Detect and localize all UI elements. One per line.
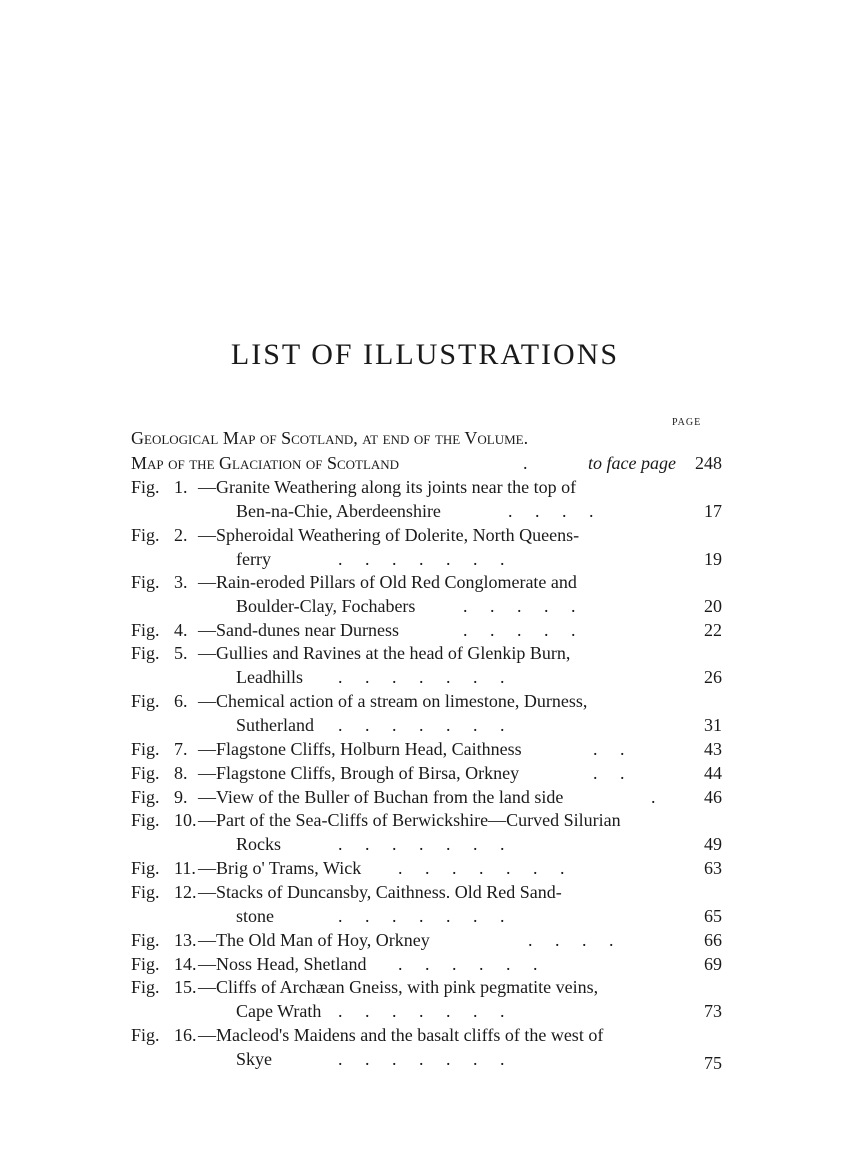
fig-2-leader: . . . . . . . bbox=[338, 549, 505, 569]
fig-7-page: 43 bbox=[704, 739, 722, 759]
fig-16-caption-cont: Skye bbox=[236, 1049, 272, 1069]
fig-3-leader: . . . . . bbox=[463, 596, 576, 616]
fig-16-caption: —Macleod's Maidens and the basalt cliffs of the west of bbox=[198, 1025, 604, 1045]
fig-6-number: 6. bbox=[174, 691, 188, 711]
fig-12-page: 65 bbox=[704, 906, 722, 926]
fig-8-caption: —Flagstone Cliffs, Brough of Birsa, Orkney bbox=[198, 763, 520, 783]
fig-3-label: Fig. bbox=[131, 572, 160, 592]
map-entry-glaciation-dot: . bbox=[523, 453, 528, 473]
fig-6-caption: —Chemical action of a stream on limestone, Durness, bbox=[198, 691, 588, 711]
fig-3-number: 3. bbox=[174, 572, 188, 592]
fig-15-label: Fig. bbox=[131, 977, 160, 997]
fig-7-number: 7. bbox=[174, 739, 188, 759]
fig-2-page: 19 bbox=[704, 549, 722, 569]
fig-15-caption: —Cliffs of Archæan Gneiss, with pink pegmatite veins, bbox=[198, 977, 599, 997]
fig-7-leader: . . bbox=[593, 739, 625, 759]
fig-1-leader: . . . . bbox=[508, 501, 594, 521]
fig-16-label: Fig. bbox=[131, 1025, 160, 1045]
fig-14-leader: . . . . . . bbox=[398, 954, 538, 974]
fig-14-number: 14. bbox=[174, 954, 197, 974]
fig-6-label: Fig. bbox=[131, 691, 160, 711]
fig-3-page: 20 bbox=[704, 596, 722, 616]
fig-1-caption: —Granite Weathering along its joints near the top of bbox=[198, 477, 577, 497]
fig-2-number: 2. bbox=[174, 525, 188, 545]
fig-12-caption: —Stacks of Duncansby, Caithness. Old Red Sand- bbox=[198, 882, 562, 902]
fig-12-label: Fig. bbox=[131, 882, 160, 902]
page-title: LIST OF ILLUSTRATIONS bbox=[230, 338, 620, 371]
fig-3-caption: —Rain-eroded Pillars of Old Red Conglomerate and bbox=[198, 572, 577, 592]
fig-15-page: 73 bbox=[704, 1001, 722, 1021]
page-column-label: PAGE bbox=[672, 417, 702, 428]
fig-2-caption-cont: ferry bbox=[236, 549, 271, 569]
fig-11-number: 11. bbox=[174, 858, 196, 878]
fig-15-number: 15. bbox=[174, 977, 197, 997]
fig-9-page: 46 bbox=[704, 787, 722, 807]
fig-6-page: 31 bbox=[704, 715, 722, 735]
fig-1-caption-cont: Ben-na-Chie, Aberdeenshire bbox=[236, 501, 441, 521]
fig-13-label: Fig. bbox=[131, 930, 160, 950]
fig-16-number: 16. bbox=[174, 1025, 197, 1045]
fig-1-page: 17 bbox=[704, 501, 722, 521]
fig-4-number: 4. bbox=[174, 620, 188, 640]
fig-2-caption: —Spheroidal Weathering of Dolerite, North Queens- bbox=[198, 525, 580, 545]
fig-11-caption: —Brig o' Trams, Wick bbox=[198, 858, 362, 878]
fig-13-caption: —The Old Man of Hoy, Orkney bbox=[198, 930, 430, 950]
fig-10-caption-cont: Rocks bbox=[236, 834, 281, 854]
fig-15-caption-cont: Cape Wrath bbox=[236, 1001, 322, 1021]
fig-4-page: 22 bbox=[704, 620, 722, 640]
fig-14-caption: —Noss Head, Shetland bbox=[198, 954, 367, 974]
fig-7-caption: —Flagstone Cliffs, Holburn Head, Caithness bbox=[198, 739, 522, 759]
fig-10-caption: —Part of the Sea-Cliffs of Berwickshire—Curved Silurian bbox=[198, 810, 621, 830]
fig-9-number: 9. bbox=[174, 787, 188, 807]
fig-8-leader: . . bbox=[593, 763, 625, 783]
fig-5-caption: —Gullies and Ravines at the head of Glenkip Burn, bbox=[198, 643, 571, 663]
fig-5-label: Fig. bbox=[131, 643, 160, 663]
map-entry-glaciation: Map of the Glaciation of Scotland bbox=[131, 453, 400, 473]
fig-12-leader: . . . . . . . bbox=[338, 906, 505, 926]
fig-8-page: 44 bbox=[704, 763, 722, 783]
fig-10-leader: . . . . . . . bbox=[338, 834, 505, 854]
fig-12-number: 12. bbox=[174, 882, 197, 902]
fig-10-page: 49 bbox=[704, 834, 722, 854]
map-entry-geological: Geological Map of Scotland, at end of the Volume. bbox=[131, 428, 529, 448]
fig-14-label: Fig. bbox=[131, 954, 160, 974]
fig-8-label: Fig. bbox=[131, 763, 160, 783]
fig-11-page: 63 bbox=[704, 858, 722, 878]
fig-10-label: Fig. bbox=[131, 810, 160, 830]
map-entry-glaciation-prefix: to face page bbox=[588, 453, 676, 473]
fig-5-leader: . . . . . . . bbox=[338, 667, 505, 687]
fig-10-number: 10. bbox=[174, 810, 197, 830]
fig-4-leader: . . . . . bbox=[463, 620, 576, 640]
fig-6-leader: . . . . . . . bbox=[338, 715, 505, 735]
fig-13-leader: . . . . bbox=[528, 930, 614, 950]
fig-1-label: Fig. bbox=[131, 477, 160, 497]
fig-4-caption: —Sand-dunes near Durness bbox=[198, 620, 399, 640]
fig-13-number: 13. bbox=[174, 930, 197, 950]
fig-5-caption-cont: Leadhills bbox=[236, 667, 303, 687]
fig-5-page: 26 bbox=[704, 667, 722, 687]
fig-3-caption-cont: Boulder-Clay, Fochabers bbox=[236, 596, 416, 616]
fig-8-number: 8. bbox=[174, 763, 188, 783]
fig-11-leader: . . . . . . . bbox=[398, 858, 565, 878]
fig-4-label: Fig. bbox=[131, 620, 160, 640]
fig-1-number: 1. bbox=[174, 477, 188, 497]
fig-6-caption-cont: Sutherland bbox=[236, 715, 314, 735]
fig-9-leader: . bbox=[651, 787, 656, 807]
fig-14-page: 69 bbox=[704, 954, 722, 974]
fig-16-page: 75 bbox=[704, 1053, 722, 1073]
fig-7-label: Fig. bbox=[131, 739, 160, 759]
fig-15-leader: . . . . . . . bbox=[338, 1001, 505, 1021]
fig-9-label: Fig. bbox=[131, 787, 160, 807]
fig-11-label: Fig. bbox=[131, 858, 160, 878]
fig-9-caption: —View of the Buller of Buchan from the land side bbox=[198, 787, 564, 807]
fig-5-number: 5. bbox=[174, 643, 188, 663]
fig-12-caption-cont: stone bbox=[236, 906, 274, 926]
fig-16-leader: . . . . . . . bbox=[338, 1049, 505, 1069]
map-entry-glaciation-page: 248 bbox=[695, 453, 722, 473]
fig-13-page: 66 bbox=[704, 930, 722, 950]
fig-2-label: Fig. bbox=[131, 525, 160, 545]
